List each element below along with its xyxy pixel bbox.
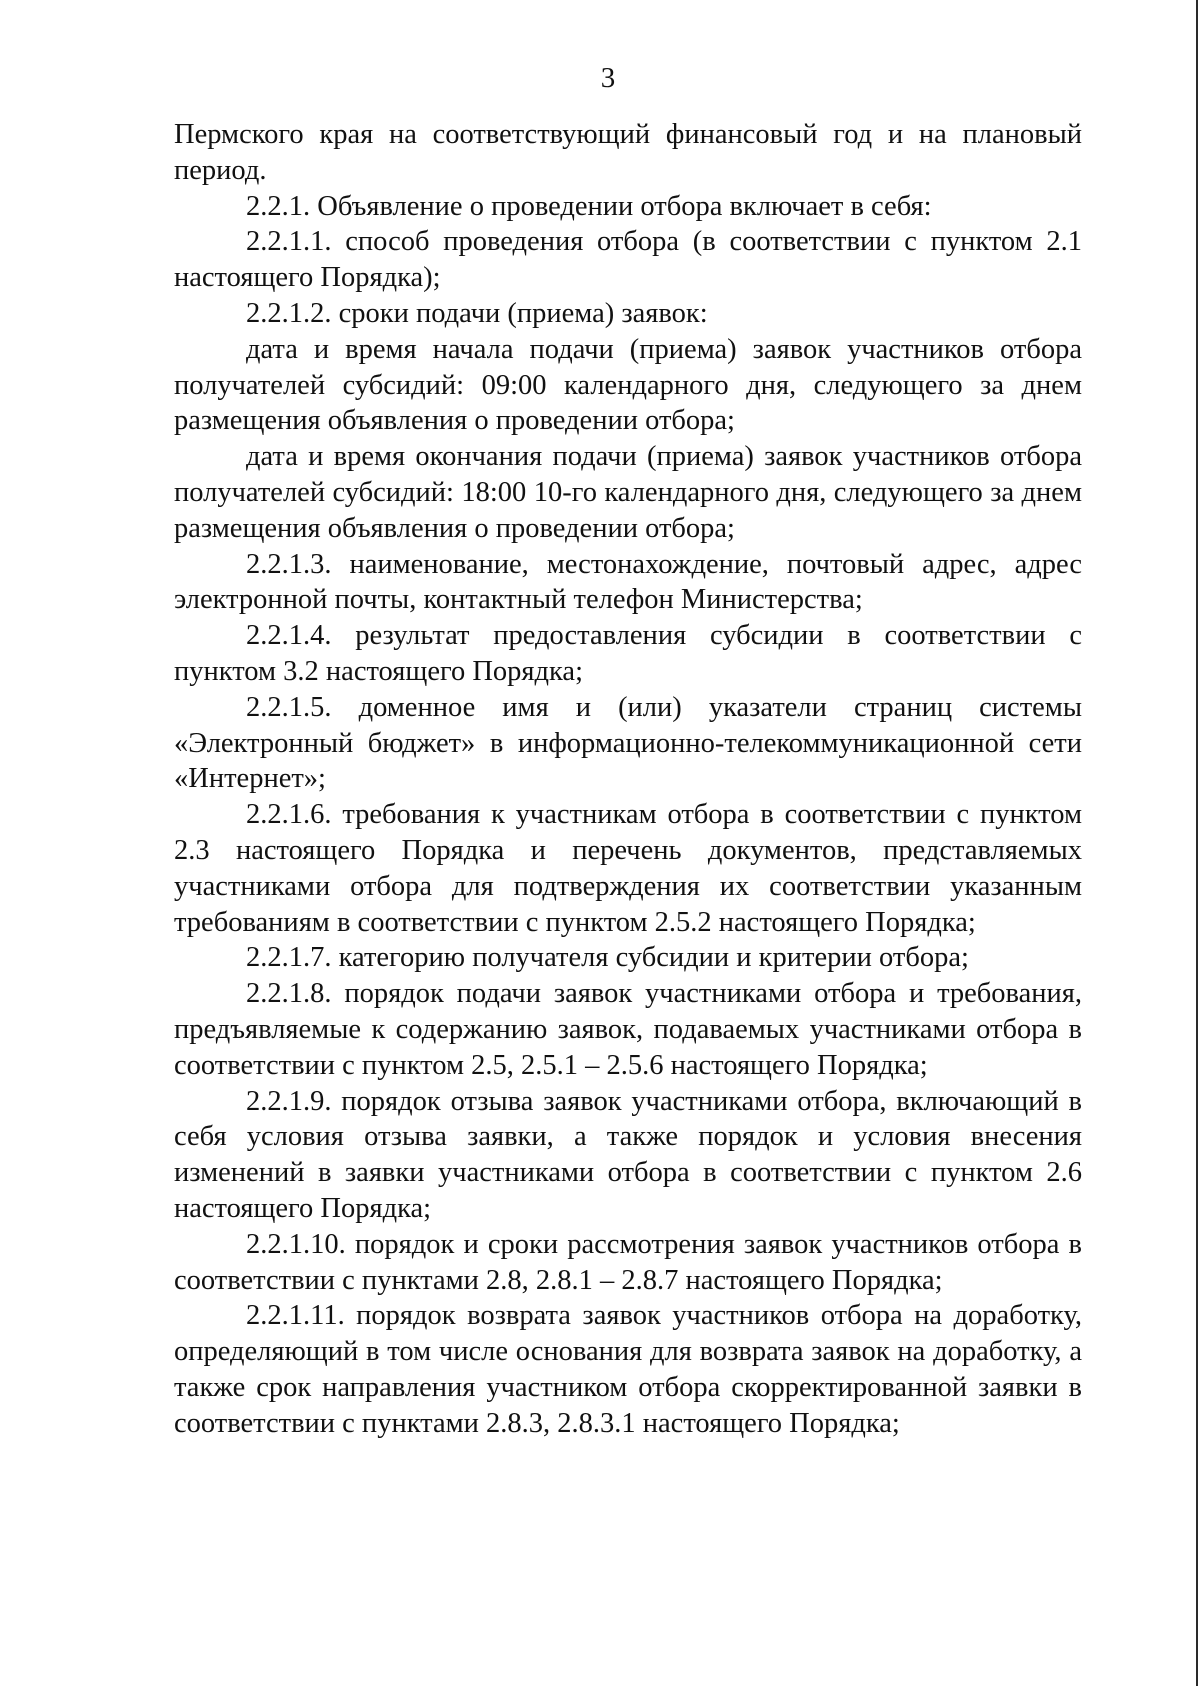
paragraph-continuation: Пермского края на соответствующий финансовый год и на плановый период. [174, 119, 1082, 186]
paragraph-2-2-1-9: 2.2.1.9. порядок отзыва заявок участниками отбора, включающий в себя условия отзыва заявки, а также порядок и условия внесения изменений в заявки участниками отбора в соответствии с пунктом 2.6 настоящего Порядка; [174, 1085, 1082, 1224]
scan-edge-line [1196, 0, 1198, 1686]
paragraph-2-2-1-8: 2.2.1.8. порядок подачи заявок участниками отбора и требования, предъявляемые к содержанию заявок, подаваемых участниками отбора в соответствии с пунктом 2.5, 2.5.1 – 2.5.6 настоящего Порядка; [174, 978, 1082, 1081]
paragraph-end-date: дата и время окончания подачи (приема) заявок участников отбора получателей субсидий: 18:00 10-го календарного дня, следующего за днем размещения объявления о проведении отбора; [174, 441, 1082, 544]
page-number: 3 [600, 62, 616, 94]
paragraph-2-2-1-10: 2.2.1.10. порядок и сроки рассмотрения заявок участников отбора в соответствии с пунктами 2.8, 2.8.1 – 2.8.7 настоящего Порядка; [174, 1228, 1082, 1296]
paragraph-2-2-1-6: 2.2.1.6. требования к участникам отбора в соответствии с пунктом 2.3 настоящего Порядка и перечень документов, представляемых участниками отбора для подтверждения их соответствии указанным требованиям в соответствии с пунктом 2.5.2 настоящего Порядка; [174, 799, 1082, 938]
paragraph-2-2-1: 2.2.1. Объявление о проведении отбора включает в себя: [246, 190, 932, 222]
paragraph-2-2-1-5: 2.2.1.5. доменное имя и (или) указатели страниц системы «Электронный бюджет» в информационно-телекоммуникационной сети «Интернет»; [174, 691, 1082, 795]
paragraph-2-2-1-2: 2.2.1.2. сроки подачи (приема) заявок: [246, 297, 708, 329]
paragraph-2-2-1-4: 2.2.1.4. результат предоставления субсидии в соответствии с пунктом 3.2 настоящего Порядка; [174, 620, 1082, 687]
paragraph-2-2-1-1: 2.2.1.1. способ проведения отбора (в соответствии с пунктом 2.1 настоящего Порядка); [174, 226, 1082, 294]
paragraph-2-2-1-3: 2.2.1.3. наименование, местонахождение, почтовый адрес, адрес электронной почты, контактный телефон Министерства; [174, 548, 1082, 616]
document-body [174, 117, 1082, 1441]
paragraph-start-date: дата и время начала подачи (приема) заявок участников отбора получателей субсидий: 09:00 календарного дня, следующего за днем размещения объявления о проведении отбора; [174, 333, 1082, 437]
paragraph-2-2-1-7: 2.2.1.7. категорию получателя субсидии и критерии отбора; [246, 942, 969, 974]
paragraph-2-2-1-11: 2.2.1.11. порядок возврата заявок участников отбора на доработку, определяющий в том числе основания для возврата заявок на доработку, а также срок направления участником отбора скорректированной заявки в соответствии с пунктами 2.8.3, 2.8.3.1 настоящего Порядка; [174, 1300, 1082, 1439]
